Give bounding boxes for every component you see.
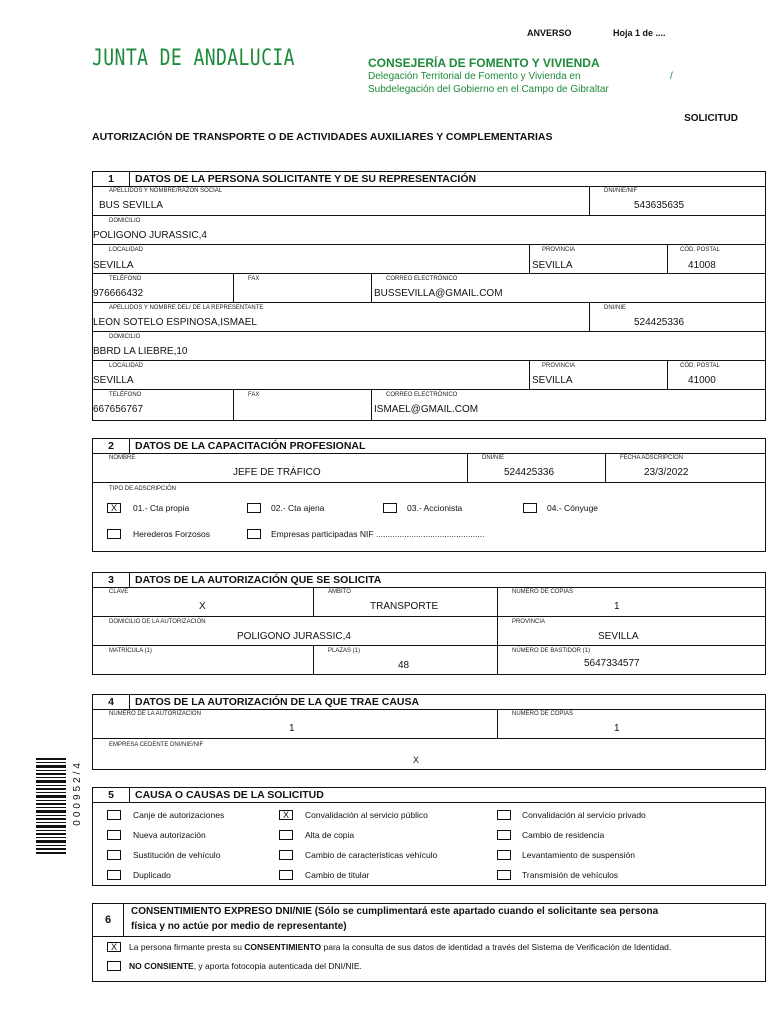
label-clave: CLAVE [109,589,129,595]
checkbox-nueva[interactable] [107,830,121,840]
section-number: 4 [93,695,130,709]
section-5 [92,787,766,886]
section-1-header [93,172,765,187]
side-code: 000952/4 [72,760,83,826]
checkbox-canje[interactable] [107,810,121,820]
option-empresas: Empresas participadas NIF .............................................. [271,529,485,539]
page-title: AUTORIZACIÓN DE TRANSPORTE O DE ACTIVIDADES AUXILIARES Y COMPLEMENTARIAS [92,131,553,143]
field-ambito[interactable]: TRANSPORTE [370,601,439,612]
section-6-header [93,904,765,937]
field-numero-autorizacion[interactable]: 1 [289,723,295,734]
field-clave[interactable]: X [199,601,206,612]
label-apellidos: APELLIDOS Y NOMBRE/RAZÓN SOCIAL [109,188,223,194]
section-title: DATOS DE LA PERSONA SOLICITANTE Y DE SU REPRESENTACIÓN [135,173,477,185]
option-sustitucion: Sustitución de vehículo [133,850,221,860]
consent-text-c: para la consulta de sus datos de identidad a través del Sistema de Verificación de Identidad. [321,942,672,952]
option-cta-ajena: 02.- Cta ajena [271,503,325,513]
section-title: DATOS DE LA AUTORIZACIÓN QUE SE SOLICITA [135,574,382,586]
field-rep-provincia[interactable]: SEVILLA [532,375,573,386]
label-telefono: TELÉFONO [109,276,142,282]
field-rep-cp[interactable]: 41000 [688,375,716,386]
label-tipo: TIPO DE ADSCRIPCIÓN [109,486,177,492]
label-fecha: FECHA ADSCRIPCIÓN [620,455,684,461]
label-correo: CORREO ELECTRÓNICO [386,276,458,282]
no-consent-rest: , y aporta fotocopia autenticada del DNI/NIE. [193,961,362,971]
section-title-line2: física y no actúe por medio de representante) [131,921,347,932]
checkbox-alta-copia[interactable] [279,830,293,840]
option-levantamiento: Levantamiento de suspensión [522,850,635,860]
label-copias: NÚMERO DE COPIAS [512,711,574,717]
option-cta-propia: 01.- Cta propia [133,503,190,513]
label-rep-provincia: PROVINCIA [542,363,576,369]
option-alta-copia: Alta de copia [305,830,355,840]
label-copias: NÚMERO DE COPIAS [512,589,574,595]
checkbox-duplicado[interactable] [107,870,121,880]
option-conv-privado: Convalidación al servicio privado [522,810,646,820]
checkbox-accionista[interactable] [383,503,397,513]
field-provincia[interactable]: SEVILLA [598,631,639,642]
label-rep-telefono: TELÉFONO [109,392,142,398]
no-consent-text [129,961,362,971]
option-duplicado: Duplicado [133,870,171,880]
option-cambio-caract: Cambio de características vehículo [305,850,438,860]
checkbox-cambio-titular[interactable] [279,870,293,880]
field-rep-localidad[interactable]: SEVILLA [93,375,134,386]
field-nombre[interactable]: JEFE DE TRÁFICO [233,467,321,478]
label-domicilio-autorizacion: DOMICILIO DE LA AUTORIZACIÓN [109,619,206,625]
field-domicilio[interactable]: POLIGONO JURASSIC,4 [93,230,207,241]
option-conyuge: 04.- Cónyuge [547,503,599,513]
label-rep-fax: FAX [248,392,260,398]
section-title: DATOS DE LA CAPACITACIÓN PROFESIONAL [135,440,366,452]
label-fax: FAX [248,276,260,282]
section-number: 3 [93,573,130,587]
checkbox-consiente[interactable]: X [107,942,121,952]
label-rep-correo: CORREO ELECTRÓNICO [386,392,458,398]
page-counter: Hoja 1 de .... [613,28,666,38]
section-3 [92,572,766,675]
solicitud-label: SOLICITUD [684,113,738,124]
section-number: 5 [93,788,130,802]
option-cambio-titular: Cambio de titular [305,870,370,880]
label-plazas: PLAZAS (1) [328,648,361,654]
checkbox-conv-privado[interactable] [497,810,511,820]
label-ambito: ÁMBITO [328,589,351,595]
field-copias[interactable]: 1 [614,723,620,734]
label-provincia: PROVINCIA [512,619,546,625]
option-conv-publico: Convalidación al servicio público [305,810,428,820]
label-representante: APELLIDOS Y NOMBRE DEL/ DE LA REPRESENTANTE [109,305,264,311]
section-title: DATOS DE LA AUTORIZACIÓN DE LA QUE TRAE CAUSA [135,696,420,708]
label-empresa-cedente: EMPRESA CEDENTE DNI/NIE/NIF [109,742,204,748]
section-2-header [93,439,765,454]
label-nombre: NOMBRE [109,455,136,461]
field-representante[interactable]: LEON SOTELO ESPINOSA,ISMAEL [93,317,257,328]
option-accionista: 03.- Accionista [407,503,463,513]
label-dni: DNI/NIE [482,455,505,461]
checkbox-conv-publico[interactable]: X [279,810,293,820]
option-transmision: Transmisión de vehículos [522,870,619,880]
section-4-header [93,695,765,710]
option-cambio-residencia: Cambio de residencia [522,830,605,840]
field-empresa-cedente[interactable]: X [413,755,420,765]
label-rep-dni: DNI/NIE [604,305,627,311]
label-rep-localidad: LOCALIDAD [109,363,144,369]
checkbox-cta-ajena[interactable] [247,503,261,513]
junta-logo: JUNTA DE ANDALUCIA [92,46,295,71]
consent-text-a: La persona firmante presta su [129,942,245,952]
field-copias[interactable]: 1 [614,601,620,612]
checkbox-levantamiento[interactable] [497,850,511,860]
checkbox-conyuge[interactable] [523,503,537,513]
label-dni: DNI/NIE/NIF [604,188,638,194]
checkbox-transmision[interactable] [497,870,511,880]
label-cp: CÓD. POSTAL [680,247,720,253]
checkbox-herederos[interactable] [107,529,121,539]
section-number: 1 [93,172,130,186]
field-rep-telefono[interactable]: 667656767 [93,404,144,415]
label-numero-autorizacion: NÚMERO DE LA AUTORIZACIÓN [109,711,201,717]
barcode-icon [36,758,66,854]
field-plazas[interactable]: 48 [398,660,410,671]
checkbox-cambio-residencia[interactable] [497,830,511,840]
field-dni[interactable]: 524425336 [504,467,555,478]
field-cp[interactable]: 41008 [688,260,716,271]
checkbox-empresas[interactable] [247,529,261,539]
consent-text [129,942,671,952]
option-herederos: Herederos Forzosos [133,529,211,539]
label-rep-domicilio: DOMICILIO [109,334,141,340]
checkbox-sustitucion[interactable] [107,850,121,860]
section-5-header [93,788,765,803]
consejeria-title: CONSEJERÍA DE FOMENTO Y VIVIENDA [368,56,600,70]
section-number: 6 [93,904,124,936]
section-title: CAUSA O CAUSAS DE LA SOLICITUD [135,789,324,801]
checkbox-cta-propia[interactable]: X [107,503,121,513]
field-provincia[interactable]: SEVILLA [532,260,573,271]
field-apellidos[interactable]: BUS SEVILLA [99,200,163,211]
section-6 [92,903,766,982]
subdelegacion-line: Subdelegación del Gobierno en el Campo de Gibraltar [368,84,609,95]
option-canje: Canje de autorizaciones [133,810,225,820]
field-domicilio-autorizacion[interactable]: POLIGONO JURASSIC,4 [237,631,351,642]
label-bastidor: NÚMERO DE BASTIDOR (1) [512,648,591,654]
option-nueva: Nueva autorización [133,830,206,840]
section-1 [92,171,766,421]
field-telefono[interactable]: 976666432 [93,288,144,299]
field-rep-correo[interactable]: ISMAEL@GMAIL.COM [374,404,479,415]
field-fecha[interactable]: 23/3/2022 [644,467,689,478]
section-title-line1: CONSENTIMIENTO EXPRESO DNI/NIE (Sólo se cumplimentará este apartado cuando el solicitante sea persona [131,906,659,917]
field-rep-dni[interactable]: 524425336 [634,317,685,328]
field-dni[interactable]: 543635635 [634,200,685,211]
delegacion-line: Delegación Territorial de Fomento y Vivienda en [368,71,581,82]
section-4 [92,694,766,770]
delegacion-slash: / [670,71,673,82]
field-rep-domicilio[interactable]: BBRD LA LIEBRE,10 [93,346,188,357]
section-2 [92,438,766,552]
checkbox-cambio-caract[interactable] [279,850,293,860]
label-provincia: PROVINCIA [542,247,576,253]
section-3-header [93,573,765,588]
no-consent-bold: NO CONSIENTE [129,961,194,971]
field-bastidor[interactable]: 5647334577 [584,658,640,669]
label-rep-cp: CÓD. POSTAL [680,363,720,369]
field-localidad[interactable]: SEVILLA [93,260,134,271]
checkbox-no-consiente[interactable] [107,961,121,971]
consent-text-bold: CONSENTIMIENTO [244,942,322,952]
section-number: 2 [93,439,130,453]
anverso-label: ANVERSO [527,28,572,38]
field-correo[interactable]: BUSSEVILLA@GMAIL.COM [374,288,503,299]
label-matricula: MATRÍCULA (1) [109,648,152,654]
label-domicilio: DOMICILIO [109,218,141,224]
label-localidad: LOCALIDAD [109,247,144,253]
